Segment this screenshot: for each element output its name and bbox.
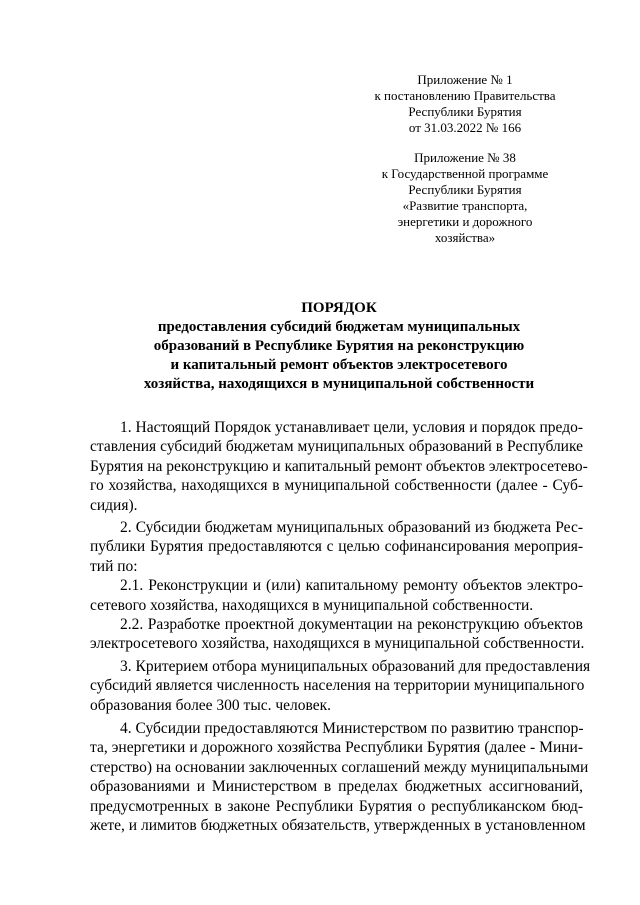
appendix-1-line: от 31.03.2022 № 166 <box>408 120 522 135</box>
text-line: 1. Настоящий Порядок устанавливает цели, условия и порядок предо- <box>120 419 583 436</box>
appendix-1-header <box>346 72 584 136</box>
title-line: и капитальный ремонт объектов электросетевого <box>170 357 508 373</box>
text-line: 4. Субсидии предоставляются Министерством по развитию транспор- <box>120 720 584 737</box>
appendix-1-line: к постановлению Правительства <box>374 88 556 103</box>
appendix-2-line: «Развитие транспорта, <box>402 198 528 213</box>
appendix-2-line: Приложение № 38 <box>414 150 516 165</box>
appendix-1-line: Приложение № 1 <box>417 72 513 87</box>
text-line: стерство) на основании заключенных соглашений между муниципальными <box>90 758 589 776</box>
text-line: 3. Критерием отбора муниципальных образований для предоставления <box>120 658 591 675</box>
appendix-1-line: Республики Бурятия <box>408 104 522 119</box>
title-heading: ПОРЯДОК <box>301 300 377 316</box>
text-line: ставления субсидий бюджетам муниципальных образований в Республике <box>90 438 583 456</box>
appendix-2-line: энергетики и дорожного <box>397 214 533 229</box>
appendix-2-line: к Государственной программе <box>381 166 549 181</box>
text-line: та, энергетики и дорожного хозяйства Республики Бурятия (далее - Мини- <box>90 739 583 757</box>
paragraph-4 <box>90 719 589 835</box>
text-line: электросетевого хозяйства, находящихся в муниципальной собственности. <box>90 635 585 653</box>
text-line: жете, и лимитов бюджетных обязательств, утвержденных в установленном <box>90 816 586 834</box>
document-title <box>90 299 588 394</box>
paragraph-1 <box>90 418 588 515</box>
paragraph-2 <box>90 518 583 654</box>
title-line: предоставления субсидий бюджетам муниципальных <box>157 319 521 335</box>
text-line: сидия). <box>90 496 138 514</box>
title-line: образований в Республике Бурятия на реконструкцию <box>153 338 525 354</box>
text-line: 2.1. Реконструкции и (или) капитальному ремонту объектов электро- <box>120 577 583 595</box>
text-line: образованиями и Министерством в пределах бюджетных ассигнований, <box>90 778 583 796</box>
text-line: публики Бурятия предоставляются с целью софинансирования мероприя- <box>90 538 583 556</box>
title-line: хозяйства, находящихся в муниципальной собственности <box>143 376 535 392</box>
text-line: тий по: <box>90 557 138 575</box>
paragraph-3 <box>90 657 591 715</box>
text-line: образования более 300 тыс. человек. <box>90 696 332 714</box>
appendix-2-line: Республики Бурятия <box>408 182 522 197</box>
text-line: Бурятия на реконструкцию и капитальный ремонт объектов электросетево- <box>90 457 588 475</box>
text-line: сетевого хозяйства, находящихся в муниципальной собственности. <box>90 596 534 614</box>
text-line: 2. Субсидии бюджетам муниципальных образований из бюджета Рес- <box>120 519 583 536</box>
appendix-38-header <box>346 150 584 246</box>
text-line: 2.2. Разработке проектной документации на реконструкцию объектов <box>120 615 583 633</box>
appendix-2-line: хозяйства» <box>434 230 496 245</box>
text-line: го хозяйства, находящихся в муниципальной собственности (далее - Суб- <box>90 477 583 495</box>
text-line: предусмотренных в законе Республики Бурятия о республиканском бюд- <box>90 797 583 815</box>
text-line: субсидий является численность населения на территории муниципального <box>90 677 585 695</box>
